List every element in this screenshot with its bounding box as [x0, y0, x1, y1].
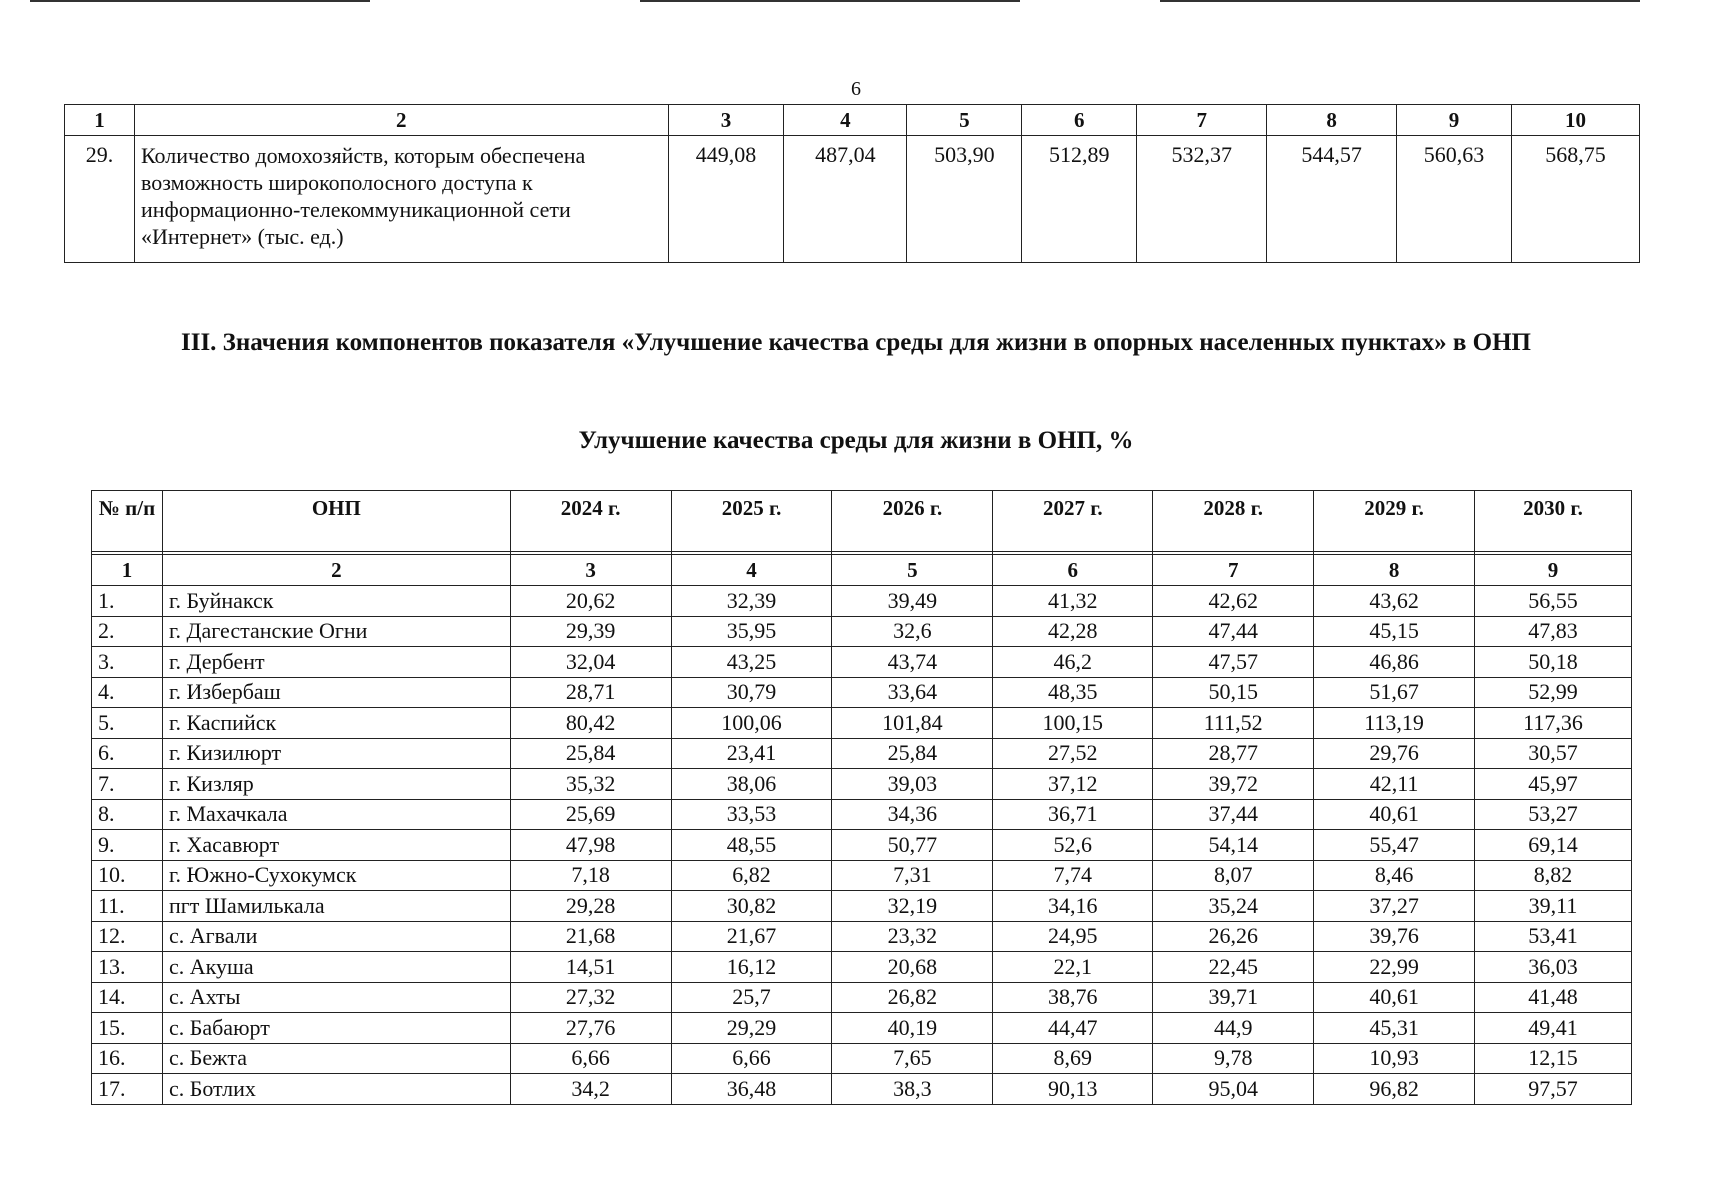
- row-description: Количество домохозяйств, которым обеспечена возможность широкополосного доступа к информационно-телекоммуникационной сети «Интернет» (тыс. ед.): [134, 136, 668, 263]
- value-cell: 96,82: [1314, 1074, 1475, 1105]
- value-cell: 39,71: [1153, 982, 1314, 1013]
- value-cell: 30,57: [1475, 738, 1632, 769]
- settlement-name: с. Агвали: [162, 921, 510, 952]
- section-title: [0, 326, 1712, 360]
- main-table: [91, 490, 1632, 1105]
- value-cell: 54,14: [1153, 830, 1314, 861]
- value-cell: 33,64: [832, 677, 993, 708]
- row-number: 3.: [92, 647, 163, 678]
- table-row: [92, 738, 1632, 769]
- value-cell: 27,76: [510, 1013, 671, 1044]
- value-cell: 56,55: [1475, 586, 1632, 617]
- value-cell: 41,48: [1475, 982, 1632, 1013]
- value-cell: 28,77: [1153, 738, 1314, 769]
- table-row: [92, 708, 1632, 739]
- value-cell: 50,18: [1475, 647, 1632, 678]
- column-number: 7: [1153, 555, 1314, 586]
- value-cell: 100,06: [671, 708, 832, 739]
- column-number: 9: [1475, 555, 1632, 586]
- table-row: [92, 830, 1632, 861]
- value-cell: 23,41: [671, 738, 832, 769]
- value-cell: 39,76: [1314, 921, 1475, 952]
- value-cell: 43,25: [671, 647, 832, 678]
- value-cell: 14,51: [510, 952, 671, 983]
- column-number: 8: [1267, 105, 1397, 136]
- value-cell: 47,44: [1153, 616, 1314, 647]
- value-cell: 43,74: [832, 647, 993, 678]
- value-cell: 32,39: [671, 586, 832, 617]
- settlement-name: с. Бежта: [162, 1043, 510, 1074]
- value-cell: 26,26: [1153, 921, 1314, 952]
- value-cell: 26,82: [832, 982, 993, 1013]
- value-cell: 39,49: [832, 586, 993, 617]
- value-cell: 50,77: [832, 830, 993, 861]
- value-cell: 29,29: [671, 1013, 832, 1044]
- value-cell: 32,19: [832, 891, 993, 922]
- value-cell: 43,62: [1314, 586, 1475, 617]
- value-cell: 10,93: [1314, 1043, 1475, 1074]
- value-cell: 48,55: [671, 830, 832, 861]
- top-table: [64, 104, 1640, 263]
- row-number: 11.: [92, 891, 163, 922]
- value-cell: 36,03: [1475, 952, 1632, 983]
- column-number-row: [92, 555, 1632, 586]
- value-cell: 29,39: [510, 616, 671, 647]
- value-cell: 80,42: [510, 708, 671, 739]
- column-number: 2: [134, 105, 668, 136]
- row-number: 17.: [92, 1074, 163, 1105]
- value-cell: 44,47: [993, 1013, 1153, 1044]
- table-row: [92, 769, 1632, 800]
- value-cell: 25,7: [671, 982, 832, 1013]
- row-number: 12.: [92, 921, 163, 952]
- value-cell: 111,52: [1153, 708, 1314, 739]
- value-cell: 113,19: [1314, 708, 1475, 739]
- value-cell: 45,15: [1314, 616, 1475, 647]
- row-number: 2.: [92, 616, 163, 647]
- value-cell: 22,45: [1153, 952, 1314, 983]
- value-cell: 38,3: [832, 1074, 993, 1105]
- row-number: 8.: [92, 799, 163, 830]
- value-cell: 42,28: [993, 616, 1153, 647]
- value-cell: 40,61: [1314, 982, 1475, 1013]
- value-cell: 27,32: [510, 982, 671, 1013]
- table-row: [92, 982, 1632, 1013]
- value-cell: 21,67: [671, 921, 832, 952]
- value-cell: 97,57: [1475, 1074, 1632, 1105]
- column-number: 2: [162, 555, 510, 586]
- settlement-name: г. Махачкала: [162, 799, 510, 830]
- column-header: 2029 г.: [1314, 491, 1475, 552]
- table-row: [92, 616, 1632, 647]
- settlement-name: с. Бабаюрт: [162, 1013, 510, 1044]
- value-cell: 38,76: [993, 982, 1153, 1013]
- settlement-name: г. Кизляр: [162, 769, 510, 800]
- table-row: [92, 799, 1632, 830]
- settlement-name: г. Буйнакск: [162, 586, 510, 617]
- value-cell: 50,15: [1153, 677, 1314, 708]
- value-cell: 36,71: [993, 799, 1153, 830]
- value-cell: 7,18: [510, 860, 671, 891]
- settlement-name: пгт Шамилькала: [162, 891, 510, 922]
- value-cell: 37,12: [993, 769, 1153, 800]
- value-cell: 7,31: [832, 860, 993, 891]
- value-cell: 23,32: [832, 921, 993, 952]
- column-number: 6: [993, 555, 1153, 586]
- column-number: 9: [1397, 105, 1512, 136]
- value-cell: 37,44: [1153, 799, 1314, 830]
- value-cell: 47,83: [1475, 616, 1632, 647]
- column-number: 5: [832, 555, 993, 586]
- settlement-name: с. Ботлих: [162, 1074, 510, 1105]
- column-number: 4: [784, 105, 907, 136]
- value-cell: 37,27: [1314, 891, 1475, 922]
- value-cell: 27,52: [993, 738, 1153, 769]
- value-cell: 12,15: [1475, 1043, 1632, 1074]
- value-cell: 95,04: [1153, 1074, 1314, 1105]
- value-cell: 30,79: [671, 677, 832, 708]
- value-cell: 35,24: [1153, 891, 1314, 922]
- scan-edge-line: [30, 0, 370, 2]
- settlement-name: г. Хасавюрт: [162, 830, 510, 861]
- column-number: 4: [671, 555, 832, 586]
- column-header: 2024 г.: [510, 491, 671, 552]
- table-row: [65, 136, 1640, 263]
- value-cell: 9,78: [1153, 1043, 1314, 1074]
- settlement-name: с. Ахты: [162, 982, 510, 1013]
- section-title-text: III. Значения компонентов показателя «Улучшение качества среды для жизни в опорных населенных пунктах» в ОНП: [181, 329, 1531, 356]
- column-number: 6: [1022, 105, 1137, 136]
- column-number: 1: [65, 105, 135, 136]
- value-cell: 47,57: [1153, 647, 1314, 678]
- value-cell: 7,65: [832, 1043, 993, 1074]
- value-cell: 46,86: [1314, 647, 1475, 678]
- value-cell: 52,99: [1475, 677, 1632, 708]
- value-cell: 22,1: [993, 952, 1153, 983]
- row-number: 14.: [92, 982, 163, 1013]
- value-cell: 45,31: [1314, 1013, 1475, 1044]
- value-cell: 35,32: [510, 769, 671, 800]
- column-header: 2027 г.: [993, 491, 1153, 552]
- value-cell: 29,76: [1314, 738, 1475, 769]
- column-number: 5: [907, 105, 1022, 136]
- column-number: 10: [1512, 105, 1640, 136]
- value-cell: 20,68: [832, 952, 993, 983]
- value-cell: 34,36: [832, 799, 993, 830]
- value-cell: 39,72: [1153, 769, 1314, 800]
- value-cell: 39,11: [1475, 891, 1632, 922]
- value-cell: 25,84: [510, 738, 671, 769]
- value-cell: 30,82: [671, 891, 832, 922]
- value-cell: 22,99: [1314, 952, 1475, 983]
- column-number: 1: [92, 555, 163, 586]
- row-number: 6.: [92, 738, 163, 769]
- value-cell: 25,69: [510, 799, 671, 830]
- value-cell: 487,04: [784, 136, 907, 263]
- value-cell: 25,84: [832, 738, 993, 769]
- row-number: 13.: [92, 952, 163, 983]
- value-cell: 32,6: [832, 616, 993, 647]
- value-cell: 48,35: [993, 677, 1153, 708]
- table-row: [92, 1074, 1632, 1105]
- column-header: 2026 г.: [832, 491, 993, 552]
- column-header: ОНП: [162, 491, 510, 552]
- settlement-name: г. Дербент: [162, 647, 510, 678]
- value-cell: 45,97: [1475, 769, 1632, 800]
- table-row: [92, 860, 1632, 891]
- column-header: 2028 г.: [1153, 491, 1314, 552]
- value-cell: 28,71: [510, 677, 671, 708]
- value-cell: 449,08: [668, 136, 784, 263]
- row-number: 16.: [92, 1043, 163, 1074]
- value-cell: 42,11: [1314, 769, 1475, 800]
- value-cell: 8,07: [1153, 860, 1314, 891]
- table-row: [92, 1013, 1632, 1044]
- value-cell: 40,19: [832, 1013, 993, 1044]
- value-cell: 117,36: [1475, 708, 1632, 739]
- value-cell: 51,67: [1314, 677, 1475, 708]
- value-cell: 42,62: [1153, 586, 1314, 617]
- value-cell: 44,9: [1153, 1013, 1314, 1044]
- header-row: [92, 491, 1632, 552]
- value-cell: 34,16: [993, 891, 1153, 922]
- value-cell: 52,6: [993, 830, 1153, 861]
- value-cell: 560,63: [1397, 136, 1512, 263]
- value-cell: 49,41: [1475, 1013, 1632, 1044]
- settlement-name: с. Акуша: [162, 952, 510, 983]
- settlement-name: г. Каспийск: [162, 708, 510, 739]
- column-header: 2025 г.: [671, 491, 832, 552]
- column-header: № п/п: [92, 491, 163, 552]
- column-number: 3: [510, 555, 671, 586]
- value-cell: 35,95: [671, 616, 832, 647]
- column-number-row: [65, 105, 1640, 136]
- row-number: 1.: [92, 586, 163, 617]
- value-cell: 532,37: [1137, 136, 1267, 263]
- value-cell: 41,32: [993, 586, 1153, 617]
- table-row: [92, 952, 1632, 983]
- column-header: 2030 г.: [1475, 491, 1632, 552]
- value-cell: 29,28: [510, 891, 671, 922]
- value-cell: 46,2: [993, 647, 1153, 678]
- value-cell: 6,82: [671, 860, 832, 891]
- row-number: 7.: [92, 769, 163, 800]
- column-number: 7: [1137, 105, 1267, 136]
- value-cell: 100,15: [993, 708, 1153, 739]
- row-number: 9.: [92, 830, 163, 861]
- settlement-name: г. Дагестанские Огни: [162, 616, 510, 647]
- scan-edge-line: [640, 0, 1020, 2]
- value-cell: 53,27: [1475, 799, 1632, 830]
- value-cell: 55,47: [1314, 830, 1475, 861]
- value-cell: 512,89: [1022, 136, 1137, 263]
- settlement-name: г. Избербаш: [162, 677, 510, 708]
- value-cell: 53,41: [1475, 921, 1632, 952]
- value-cell: 33,53: [671, 799, 832, 830]
- table-row: [92, 647, 1632, 678]
- value-cell: 38,06: [671, 769, 832, 800]
- value-cell: 544,57: [1267, 136, 1397, 263]
- value-cell: 568,75: [1512, 136, 1640, 263]
- value-cell: 40,61: [1314, 799, 1475, 830]
- table-row: [92, 677, 1632, 708]
- row-number: 5.: [92, 708, 163, 739]
- value-cell: 34,2: [510, 1074, 671, 1105]
- value-cell: 6,66: [671, 1043, 832, 1074]
- table-row: [92, 586, 1632, 617]
- value-cell: 21,68: [510, 921, 671, 952]
- column-number: 3: [668, 105, 784, 136]
- row-number: 29.: [65, 136, 135, 263]
- table-row: [92, 1043, 1632, 1074]
- page-number: 6: [851, 78, 861, 100]
- value-cell: 47,98: [510, 830, 671, 861]
- value-cell: 16,12: [671, 952, 832, 983]
- row-number: 4.: [92, 677, 163, 708]
- value-cell: 6,66: [510, 1043, 671, 1074]
- value-cell: 8,82: [1475, 860, 1632, 891]
- value-cell: 39,03: [832, 769, 993, 800]
- row-number: 10.: [92, 860, 163, 891]
- table-row: [92, 891, 1632, 922]
- settlement-name: г. Кизилюрт: [162, 738, 510, 769]
- value-cell: 24,95: [993, 921, 1153, 952]
- value-cell: 8,69: [993, 1043, 1153, 1074]
- settlement-name: г. Южно-Сухокумск: [162, 860, 510, 891]
- table-title: Улучшение качества среды для жизни в ОНП, %: [578, 427, 1134, 454]
- table-row: [92, 921, 1632, 952]
- value-cell: 8,46: [1314, 860, 1475, 891]
- value-cell: 36,48: [671, 1074, 832, 1105]
- value-cell: 7,74: [993, 860, 1153, 891]
- value-cell: 20,62: [510, 586, 671, 617]
- row-number: 15.: [92, 1013, 163, 1044]
- value-cell: 32,04: [510, 647, 671, 678]
- scan-edge-line: [1160, 0, 1640, 2]
- value-cell: 503,90: [907, 136, 1022, 263]
- column-number: 8: [1314, 555, 1475, 586]
- value-cell: 101,84: [832, 708, 993, 739]
- value-cell: 69,14: [1475, 830, 1632, 861]
- value-cell: 90,13: [993, 1074, 1153, 1105]
